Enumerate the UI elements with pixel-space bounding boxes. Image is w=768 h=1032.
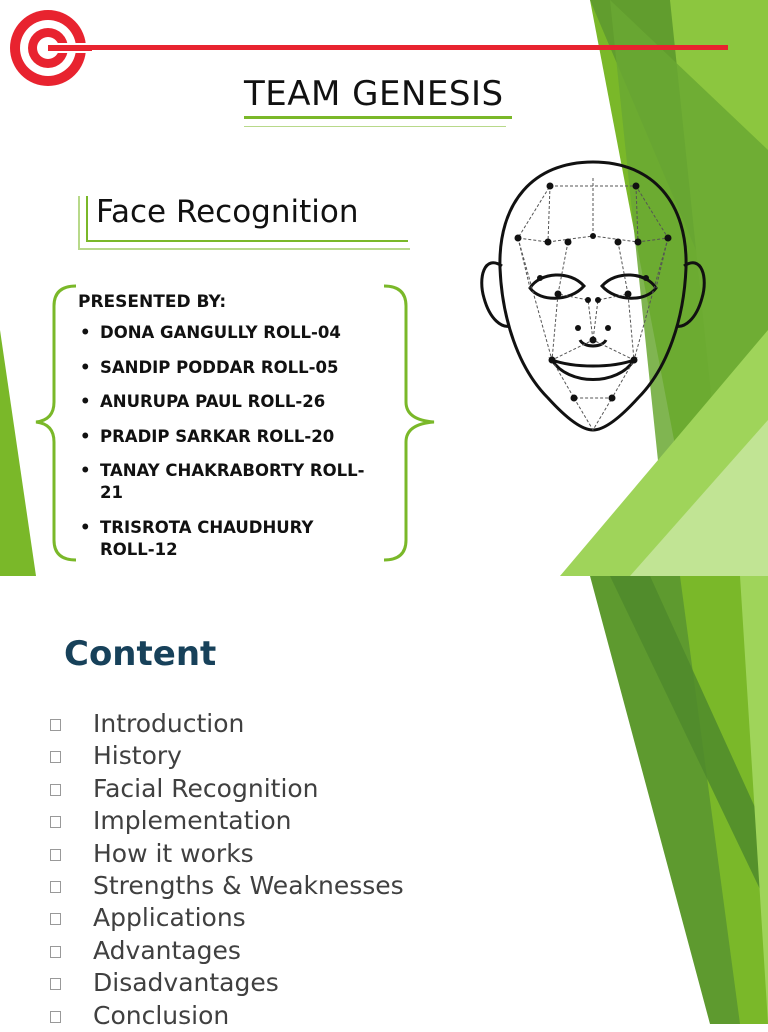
list-item-label: Implementation: [93, 806, 292, 836]
checkbox-bullet-icon: [50, 881, 61, 893]
checkbox-bullet-icon: [50, 913, 61, 925]
team-title: TEAM GENESIS: [244, 74, 504, 114]
face-mesh-icon: [478, 158, 708, 448]
content-list: [46, 708, 404, 1032]
checkbox-bullet-icon: [50, 719, 61, 731]
title-underline-thin: [244, 126, 506, 127]
checkbox-bullet-icon: [50, 784, 61, 796]
list-item-label: Strengths & Weaknesses: [93, 870, 404, 900]
list-item-label: Advantages: [93, 935, 241, 965]
checkbox-bullet-icon: [50, 849, 61, 861]
list-item: [46, 838, 404, 870]
list-item-label: History: [93, 741, 182, 771]
list-item: [46, 902, 404, 934]
list-item-label: Disadvantages: [93, 968, 279, 998]
list-item: [46, 1000, 404, 1032]
content-title: Content: [64, 634, 217, 674]
presented-by-label: PRESENTED BY:: [78, 292, 227, 312]
list-item: [46, 967, 404, 999]
target-c-logo-icon: [8, 8, 92, 92]
list-item-label: How it works: [93, 838, 254, 868]
header-red-line: [86, 45, 728, 50]
list-item-label: Introduction: [93, 709, 245, 738]
list-item: [46, 870, 404, 902]
list-item: [46, 935, 404, 967]
subject-title: Face Recognition: [96, 194, 359, 230]
checkbox-bullet-icon: [50, 751, 61, 763]
slide-2: [0, 576, 768, 1030]
list-item: • TANAY CHAKRABORTY ROLL-21: [78, 460, 370, 504]
list-item: • TRISROTA CHAUDHURY ROLL-12: [78, 517, 370, 561]
left-brace-icon: [30, 282, 80, 564]
list-item: • DONA GANGULLY ROLL-04: [78, 322, 370, 344]
green-decoration-right-2: [590, 576, 768, 1024]
list-item-label: Conclusion: [93, 1000, 230, 1030]
list-item: • PRADIP SARKAR ROLL-20: [78, 426, 370, 448]
member-list: [78, 322, 370, 608]
list-item: [46, 740, 404, 772]
list-item: [46, 708, 404, 740]
checkbox-bullet-icon: [50, 816, 61, 828]
checkbox-bullet-icon: [50, 978, 61, 990]
list-item-label: Facial Recognition: [93, 773, 319, 803]
checkbox-bullet-icon: [50, 946, 61, 958]
list-item: [46, 805, 404, 837]
title-underline: [244, 116, 512, 119]
list-item: • SANDIP PODDAR ROLL-05: [78, 357, 370, 379]
list-item-label: Applications: [93, 903, 246, 933]
checkbox-bullet-icon: [50, 1011, 61, 1023]
list-item: • ANURUPA PAUL ROLL-26: [78, 391, 370, 413]
list-item: [46, 773, 404, 805]
right-brace-icon: [380, 282, 440, 564]
